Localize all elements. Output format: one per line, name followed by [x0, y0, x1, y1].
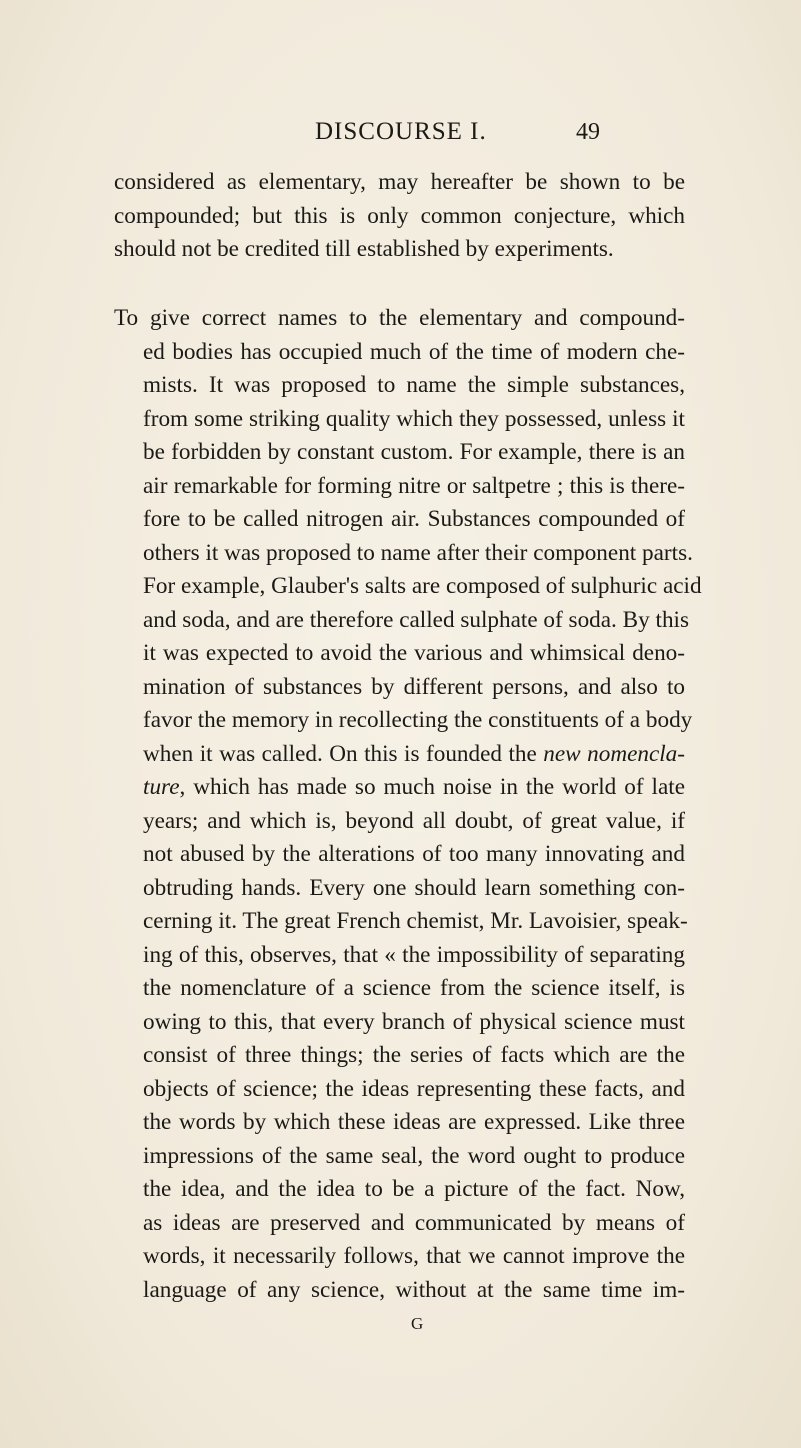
page-number: 49: [576, 119, 600, 145]
text-line: objects of science; the ideas representing these facts, and: [143, 1075, 685, 1102]
text-line: be forbidden by constant custom. For example, there is an: [143, 439, 685, 465]
text-line: when it was called. On this is founded the new nomencla-: [143, 740, 685, 767]
text-line: others it was proposed to name after their component parts.: [143, 539, 693, 566]
text-line: the idea, and the idea to be a picture of the fact. Now,: [143, 1176, 685, 1202]
text-line: For example, Glauber's salts are composed of sulphuric acid: [143, 573, 702, 599]
text-line: it was expected to avoid the various and whimsical deno-: [143, 640, 685, 666]
text-line: the nomenclature of a science from the science itself, is: [143, 975, 685, 1001]
text-line: ing of this, observes, that « the impossibility of separating: [143, 941, 685, 968]
text-line: fore to be called nitrogen air. Substances compounded of: [143, 506, 685, 532]
text-line: obtruding hands. Every one should learn something con-: [143, 874, 685, 901]
text-line: years; and which is, beyond all doubt, of great value, if: [143, 807, 685, 834]
text-line: words, it necessarily follows, that we cannot improve the: [143, 1243, 685, 1269]
text-line: and soda, and are therefore called sulphate of soda. By this: [143, 606, 690, 633]
text-line: impressions of the same seal, the word ought to produce: [143, 1142, 685, 1169]
italic-term: new nomencla-: [543, 740, 685, 767]
text-line: To give correct names to the elementary and compound-: [114, 305, 685, 331]
text-line: not abused by the alterations of too many innovating and: [143, 841, 685, 867]
text-line: air remarkable for forming nitre or saltpetre ; this is there-: [143, 472, 685, 499]
text-line: language of any science, without at the same time im-: [143, 1276, 685, 1303]
text-line: ed bodies has occupied much of the time of modern che-: [143, 338, 685, 365]
italic-term: ture: [143, 774, 180, 800]
text-line: considered as elementary, may hereafter be shown to be: [114, 169, 685, 195]
text-line: mists. It was proposed to name the simple substances,: [143, 372, 685, 398]
running-head: [0, 117, 801, 147]
signature-mark: G: [411, 1314, 424, 1333]
paragraph-1: [114, 166, 685, 267]
text-line: the words by which these ideas are expressed. Like three: [143, 1109, 685, 1135]
text-line: as ideas are preserved and communicated by means of: [143, 1209, 685, 1236]
text-line: should not be credited till established by experiments.: [114, 236, 614, 262]
text-line: cerning it. The great French chemist, Mr. Lavoisier, speak-: [143, 908, 688, 934]
text-line: ture, which has made so much noise in the world of late: [143, 774, 685, 800]
text-line: from some striking quality which they possessed, unless it: [143, 405, 685, 432]
paragraph-2: [114, 302, 702, 1307]
text-line: owing to this, that every branch of physical science must: [143, 1008, 685, 1035]
text-line: compounded; but this is only common conjecture, which: [114, 202, 685, 229]
text-line: favor the memory in recollecting the constituents of a body: [143, 707, 693, 733]
text-line: consist of three things; the series of facts which are the: [143, 1042, 685, 1068]
running-title: DISCOURSE I.: [315, 118, 487, 145]
text-line: mination of substances by different persons, and also to: [143, 673, 685, 700]
